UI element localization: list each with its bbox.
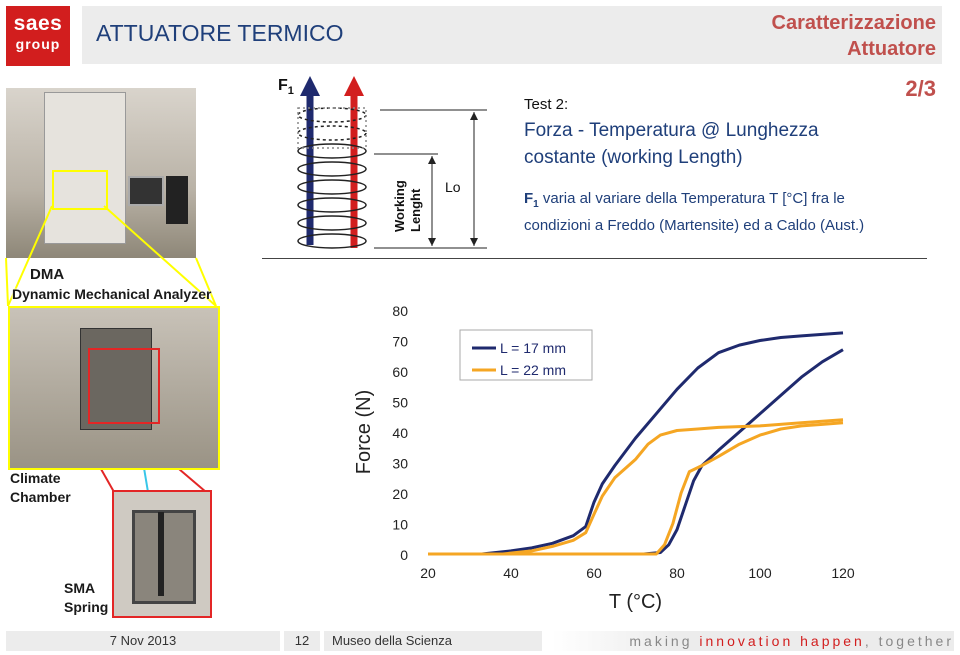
f1-subscript: 1 (533, 199, 539, 210)
sma-spring-label (64, 579, 108, 617)
callout-line-left (6, 258, 8, 306)
test-label: Test 2: (524, 96, 569, 113)
dma-photo (8, 306, 220, 470)
chamber-highlight (88, 348, 160, 424)
sma-label-2: Spring (64, 599, 109, 615)
x-tick-label-0: 20 (420, 565, 436, 581)
working-label-2: Lenght (408, 188, 423, 232)
sample-holder (132, 510, 196, 604)
slide-title: ATTUATORE TERMICO (96, 20, 344, 46)
logo-text-saes: saes (13, 12, 63, 35)
footer-slogan (552, 631, 954, 651)
separator-line (262, 258, 927, 259)
footer-date: 7 Nov 2013 (6, 631, 280, 651)
y-tick-label-4: 40 (392, 425, 408, 441)
footer-event: Museo della Scienza (324, 631, 542, 651)
x-tick-label-1: 40 (503, 565, 519, 581)
y-axis-label: Force (N) (353, 389, 375, 475)
slogan-part-2: innovation happen (699, 633, 865, 649)
x-tick-label-5: 120 (831, 565, 855, 581)
working-length-dimension (428, 156, 436, 246)
test-description (524, 188, 924, 236)
subtitle-line-2: Attuatore (847, 38, 936, 60)
footer-page-number: 12 (284, 631, 320, 651)
test-title (524, 117, 904, 171)
slide-fraction: 2/3 (905, 76, 936, 101)
y-tick-label-2: 20 (392, 486, 408, 502)
climate-label-1: Climate (10, 470, 61, 486)
slogan-part-3: , together (864, 633, 954, 649)
force-temperature-chart (340, 290, 860, 620)
y-tick-label-5: 50 (392, 394, 408, 411)
sma-label-1: SMA (64, 580, 96, 596)
x-tick-label-4: 100 (748, 565, 772, 581)
lo-label: Lo (445, 179, 461, 195)
spring-rod (158, 512, 164, 596)
dma-full-label: Dynamic Mechanical Analyzer (12, 286, 212, 302)
legend-label-1: L = 22 mm (500, 362, 567, 378)
y-tick-label-0: 0 (400, 547, 408, 563)
test-desc-line-2: condizioni a Freddo (Martensite) ed a Caldo (Aust.) (524, 217, 865, 234)
logo-text-group: group (15, 36, 61, 52)
test-desc-line-1 (524, 188, 924, 215)
dma-label: DMA (30, 266, 65, 283)
x-tick-label-3: 80 (669, 565, 685, 581)
test-title-line-2: costante (working Length) (524, 147, 743, 168)
f1-label: $F_1$ (278, 77, 294, 97)
series-line-3 (428, 423, 843, 554)
spring-diagram (262, 70, 502, 255)
sma-spring-photo (112, 490, 212, 618)
y-tick-label-6: 60 (392, 364, 408, 380)
subtitle-line-1: Caratterizzazione (771, 12, 936, 34)
legend-label-0: L = 17 mm (500, 340, 567, 356)
lo-dimension (470, 112, 478, 246)
test-desc-text-1: varia al variare della Temperatura T [°C] fra le (538, 190, 845, 207)
climate-label-2: Chamber (10, 489, 71, 505)
climate-chamber-label (10, 469, 71, 507)
x-axis-label: T (°C) (608, 591, 663, 613)
f1-symbol: F (524, 190, 534, 207)
y-tick-label-1: 10 (392, 516, 408, 533)
x-tick-label-2: 60 (586, 565, 602, 581)
working-label-1: Working (392, 180, 407, 232)
y-tick-label-8: 80 (392, 303, 408, 319)
slogan-part-1: making (629, 633, 700, 649)
test-title-line-1: Forza - Temperatura @ Lunghezza (524, 120, 819, 141)
y-tick-label-7: 70 (392, 333, 408, 350)
y-tick-label-3: 30 (392, 455, 408, 472)
